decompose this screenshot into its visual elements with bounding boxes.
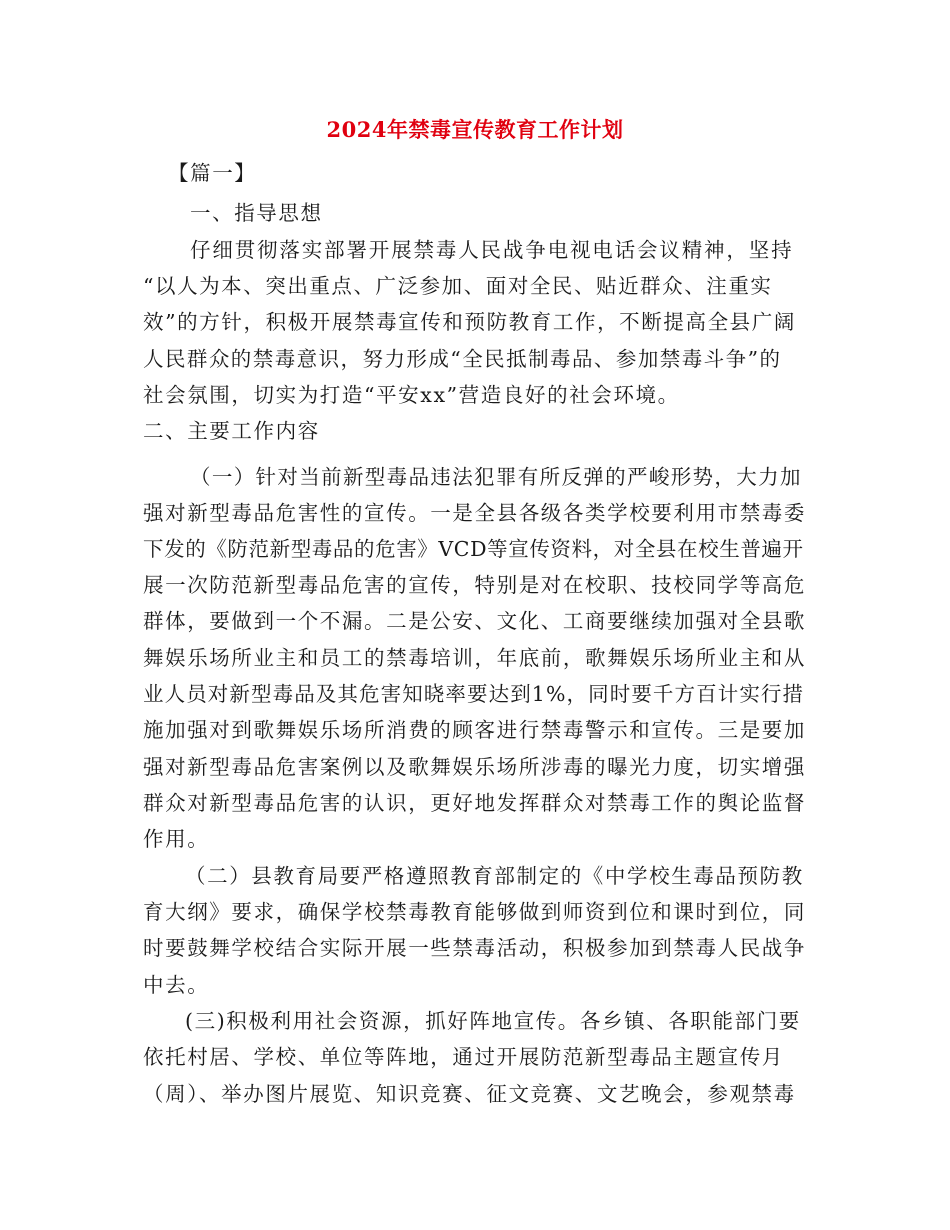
paragraph-line: 强对新型毒品危害性的宣传。一是全县各级各类学校要利用市禁毒委	[143, 501, 806, 525]
paragraph-line: 仔细贯彻落实部署开展禁毒人民战争电视电话会议精神，坚持	[190, 238, 794, 262]
paragraph-line: 依托村居、学校、单位等阵地，通过开展防范新型毒品主题宣传月	[143, 1045, 784, 1069]
heading-guiding-thought: 一、指导思想	[190, 201, 323, 225]
paragraph-line: 效”的方针，积极开展禁毒宣传和预防教育工作，不断提高全县广阔	[143, 310, 796, 334]
paragraph-line: 下发的《防范新型毒品的危害》VCD等宣传资料，对全县在校生普遍开	[143, 537, 804, 561]
paragraph-line: 强对新型毒品危害案例以及歌舞娱乐场所涉毒的曝光力度，切实增强	[143, 755, 806, 779]
paragraph-line: 中去。	[143, 973, 210, 997]
paragraph-line: （一）针对当前新型毒品违法犯罪有所反弹的严峻形势，大力加	[190, 465, 802, 489]
paragraph-line: 人民群众的禁毒意识，努力形成“全民抵制毒品、参加禁毒斗争”的	[143, 347, 782, 371]
paragraph-line: （二）县教育局要严格遵照教育部制定的《中学校生毒品预防教	[185, 864, 804, 888]
section-label: 【篇一】	[168, 161, 257, 185]
paragraph-line: 舞娱乐场所业主和员工的禁毒培训，年底前，歌舞娱乐场所业主和从	[143, 646, 806, 670]
paragraph-line: 作用。	[143, 827, 210, 851]
paragraph-line: 群体，要做到一个不漏。二是公安、文化、工商要继续加强对全县歌	[143, 609, 806, 633]
paragraph-line: 群众对新型毒品危害的认识，更好地发挥群众对禁毒工作的舆论监督	[143, 791, 806, 815]
paragraph-line: 育大纲》要求，确保学校禁毒教育能够做到师资到位和课时到位，同	[143, 900, 806, 924]
paragraph-line: 业人员对新型毒品及其危害知晓率要达到1%，同时要千方百计实行措	[143, 682, 805, 706]
paragraph-line: 时要鼓舞学校结合实际开展一些禁毒活动，积极参加到禁毒人民战争	[143, 936, 806, 960]
paragraph-line: （周）、举办图片展览、知识竞赛、征文竞赛、文艺晚会，参观禁毒	[143, 1082, 796, 1106]
paragraph-line: 展一次防范新型毒品危害的宣传，特别是对在校职、技校同学等高危	[143, 573, 806, 597]
document-title: 2024年禁毒宣传教育工作计划	[326, 117, 624, 142]
paragraph-line: 施加强对到歌舞娱乐场所消费的顾客进行禁毒警示和宣传。三是要加	[143, 718, 806, 742]
paragraph-line: (三)积极利用社会资源，抓好阵地宣传。各乡镇、各职能部门要	[185, 1009, 801, 1033]
paragraph-line: 社会氛围，切实为打造“平安xx”营造良好的社会环境。	[143, 383, 680, 407]
heading-main-work: 二、主要工作内容	[143, 419, 320, 443]
paragraph-line: “以人为本、突出重点、广泛参加、面对全民、贴近群众、注重实	[143, 274, 773, 298]
